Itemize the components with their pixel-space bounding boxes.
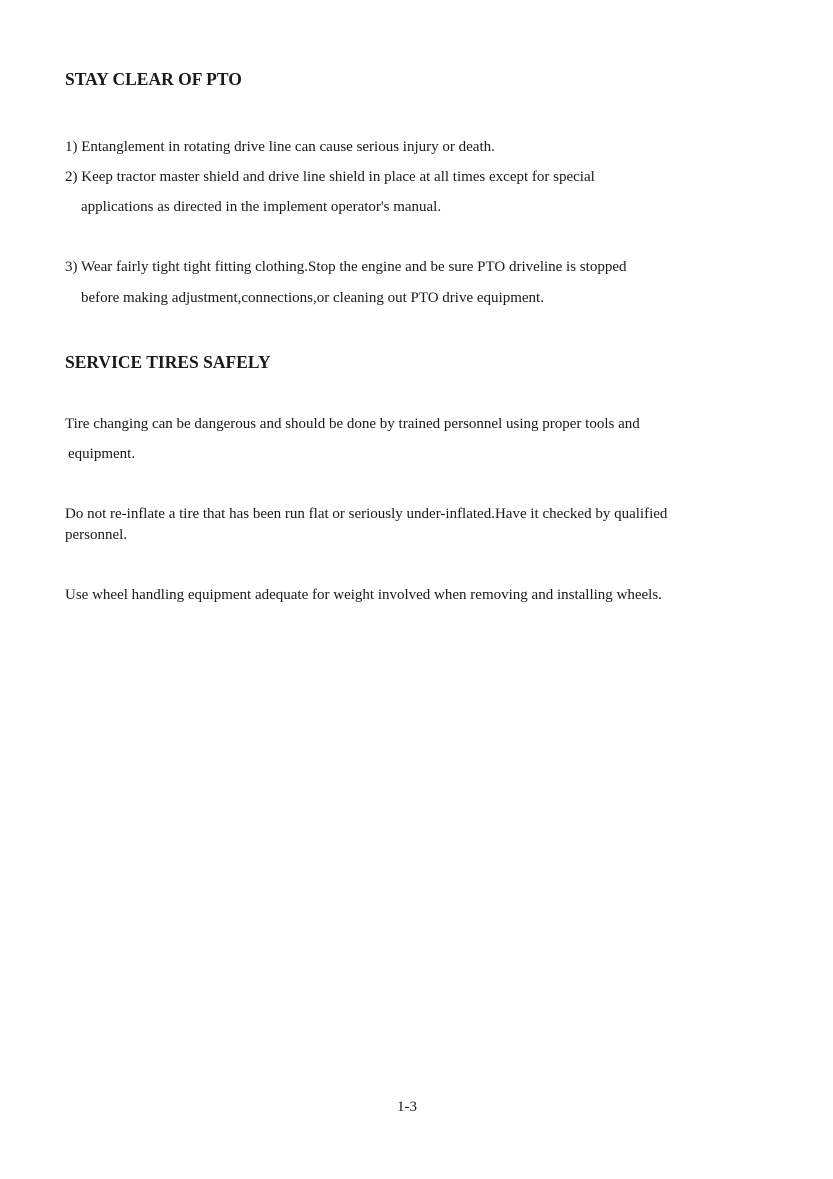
page-number: 1-3 xyxy=(397,1099,417,1115)
pto-item-1: 1) Entanglement in rotating drive line can cause serious injury or death. xyxy=(65,139,495,155)
heading-service-tires-safely: SERVICE TIRES SAFELY xyxy=(65,352,271,372)
tires-paragraph-2-line-1: Do not re-inflate a tire that has been run flat or seriously under-inflated.Have it checked by qualified xyxy=(65,506,668,522)
tires-paragraph-1-line-1: Tire changing can be dangerous and should be done by trained personnel using proper tools and xyxy=(65,416,640,432)
tires-paragraph-3: Use wheel handling equipment adequate for weight involved when removing and installing wheels. xyxy=(65,587,662,603)
heading-stay-clear-of-pto: STAY CLEAR OF PTO xyxy=(65,69,242,89)
tires-paragraph-1-line-2: equipment. xyxy=(68,446,136,462)
pto-item-3-line-2: before making adjustment,connections,or cleaning out PTO drive equipment. xyxy=(81,290,544,306)
pto-item-2-line-2: applications as directed in the implement operator's manual. xyxy=(81,199,442,215)
pto-item-2-line-1: 2) Keep tractor master shield and drive line shield in place at all times except for special xyxy=(65,169,595,185)
tires-paragraph-2-line-2: personnel. xyxy=(65,527,128,543)
pto-item-3-line-1: 3) Wear fairly tight tight fitting clothing.Stop the engine and be sure PTO driveline is stopped xyxy=(65,259,627,275)
